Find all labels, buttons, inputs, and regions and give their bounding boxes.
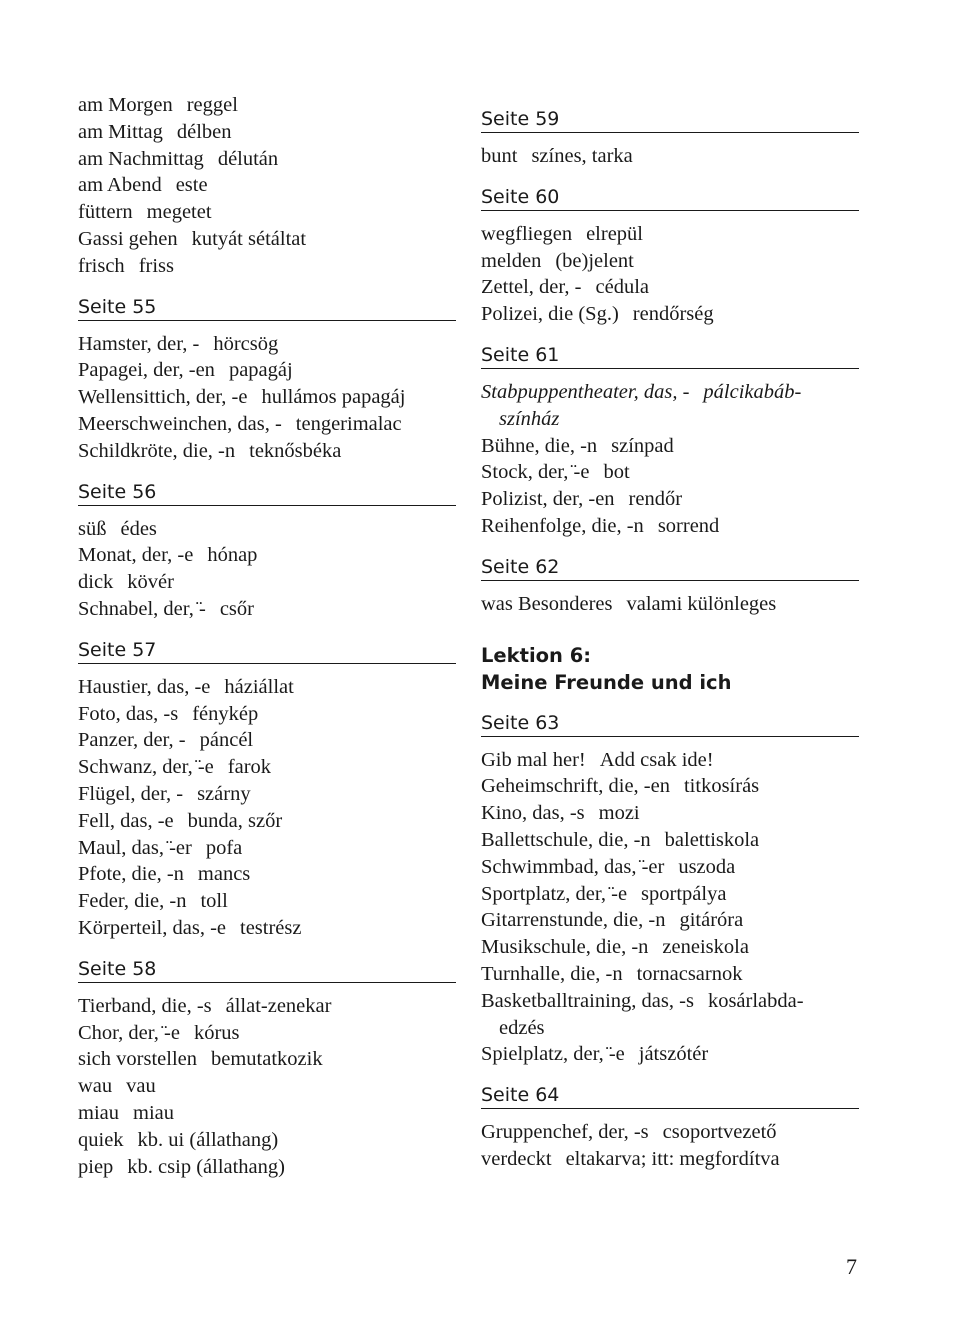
hungarian-translation: megetet [146,201,212,224]
hungarian-translation: csoportvezető [662,1121,777,1144]
vocab-entry [78,199,456,226]
vocab-entry [78,92,456,119]
german-term: am Nachmittag [78,147,204,170]
german-term: sich vorstellen [78,1048,197,1071]
vocab-entry [78,1020,456,1047]
hungarian-translation: hullámos papagáj [261,386,406,409]
hungarian-translation: fénykép [192,702,259,725]
vocab-entry [481,486,859,513]
hungarian-translation: csőr [219,597,254,620]
hungarian-translation: friss [138,254,174,277]
hungarian-translation: hörcsög [213,332,279,355]
vocab-entry [78,119,456,146]
vocab-entry [78,357,456,384]
vocab-entry [78,1073,456,1100]
german-term: quiek [78,1128,124,1151]
vocab-entry [78,596,456,623]
german-term: Polizei, die (Sg.) [481,303,619,326]
german-term: Maul, das, ̈-er [78,836,192,859]
german-term: Monat, der, -e [78,544,194,567]
vocab-entry [78,542,456,569]
hungarian-translation: kutyát sétáltat [191,227,307,250]
hungarian-translation: Add csak ide! [599,748,714,771]
hungarian-translation: szárny [197,782,251,805]
vocab-entry [481,221,859,248]
vocab-entry [78,253,456,280]
section-heading: Seite 55 [78,294,456,321]
hungarian-translation: páncél [199,729,254,752]
vocab-entry-continuation [481,1015,859,1042]
hungarian-translation: valami különleges [626,592,777,615]
vocab-entry [481,248,859,275]
german-term: wau [78,1075,113,1098]
german-term: melden [481,249,542,272]
german-term: Flügel, der, - [78,782,184,805]
german-term: Zettel, der, - [481,276,582,299]
hungarian-translation: mancs [197,863,251,886]
vocab-entry [78,701,456,728]
lesson-number: Lektion 6: [481,643,592,667]
vocab-entry [481,827,859,854]
german-term: Feder, die, -n [78,890,187,913]
section-heading: Seite 57 [78,637,456,664]
german-term: Geheimschrift, die, -en [481,775,670,798]
hungarian-translation: kövér [127,571,174,594]
german-term: süß [78,517,107,540]
hungarian-translation: reggel [186,94,238,116]
vocab-entry [78,808,456,835]
hungarian-translation: zeneiskola [662,936,749,959]
hungarian-translation: bunda, szőr [187,809,283,832]
hungarian-translation: vau [126,1075,156,1098]
section-heading: Seite 63 [481,710,859,737]
vocab-entry [481,143,859,170]
german-term: verdeckt [481,1147,552,1170]
german-term: Schildkröte, die, -n [78,439,236,462]
vocab-entry [78,861,456,888]
german-term: am Morgen [78,94,173,116]
german-term: Schwimmbad, das, ̈-er [481,855,665,878]
vocab-entry [481,459,859,486]
german-term: Hamster, der, - [78,332,200,355]
german-term: Kino, das, -s [481,802,585,825]
german-term: am Mittag [78,120,163,143]
german-term: piep [78,1155,114,1178]
vocab-entry [481,1041,859,1068]
german-term: Körperteil, das, -e [78,916,226,939]
vocab-entry [481,881,859,908]
hungarian-translation: hónap [207,544,258,567]
vocab-entry-continuation [481,406,859,433]
vocab-entry [481,773,859,800]
section-heading: Seite 62 [481,554,859,581]
hungarian-translation: pálcikabáb- [703,380,802,403]
hungarian-translation: sorrend [657,514,720,537]
hungarian-translation: tornacsarnok [636,962,743,985]
vocab-entry [78,569,456,596]
vocab-entry [78,1100,456,1127]
hungarian-translation: tengerimalac [295,412,402,435]
german-term: Haustier, das, -e [78,675,211,698]
hungarian-translation: gitáróra [679,909,744,932]
german-term: wegfliegen [481,222,573,245]
section-heading: Seite 60 [481,184,859,211]
vocab-entry [78,835,456,862]
hungarian-translation: cédula [595,276,649,299]
german-term: Schwanz, der, ̈-e [78,756,214,779]
german-term: Wellensittich, der, -e [78,386,248,409]
hungarian-translation: uszoda [678,855,736,878]
hungarian-translation: kb. ui (állathang) [137,1128,279,1151]
hungarian-translation: elrepül [586,222,643,245]
german-term: bunt [481,145,518,167]
german-term: Stabpuppentheater, das, - [481,380,690,403]
hungarian-translation: (be)jelent [555,249,634,272]
hungarian-translation: színes, tarka [531,145,633,167]
vocab-entry [78,438,456,465]
hungarian-translation: eltakarva; itt: megfordítva [565,1147,780,1170]
hungarian-translation: kb. csip (állathang) [127,1155,285,1178]
german-term: Fell, das, -e [78,809,174,832]
lesson-heading [481,642,859,696]
vocab-entry [78,411,456,438]
german-term: Foto, das, -s [78,702,179,725]
german-term: Bühne, die, -n [481,434,598,457]
hungarian-translation: rendőrség [632,303,714,326]
german-term: dick [78,571,114,594]
german-term: Gitarrenstunde, die, -n [481,909,666,932]
page-number: 7 [846,1254,857,1279]
section-heading: Seite 56 [78,479,456,506]
vocab-entry [78,331,456,358]
german-term: Ballettschule, die, -n [481,828,651,851]
vocab-entry [481,961,859,988]
vocab-entry [78,1046,456,1073]
hungarian-translation: színpad [611,434,674,457]
german-term: Pfote, die, -n [78,863,184,886]
german-term: Stock, der, ̈-e [481,461,590,484]
hungarian-translation: sportpálya [641,882,727,905]
hungarian-translation: állat-zenekar [225,994,332,1017]
german-term: Spielplatz, der, ̈-e [481,1043,625,1066]
vocab-entry [481,379,859,406]
vocab-entry [481,934,859,961]
german-term: Gassi gehen [78,227,178,250]
german-term: miau [78,1101,119,1124]
vocab-entry [78,384,456,411]
hungarian-translation: este [175,174,208,197]
hungarian-translation: testrész [240,916,302,939]
hungarian-translation: teknősbéka [249,439,342,462]
hungarian-translation: bot [603,461,630,484]
section-heading: Seite 61 [481,342,859,369]
hungarian-translation: bemutatkozik [211,1048,323,1071]
hungarian-translation: délután [217,147,279,170]
hungarian-translation-cont: edzés [499,1016,545,1039]
german-term: was Besonderes [481,592,613,615]
vocab-entry [481,854,859,881]
vocab-entry [481,800,859,827]
german-term: Musikschule, die, -n [481,936,649,959]
right-column [481,92,859,1173]
german-term: Basketballtraining, das, -s [481,989,694,1012]
vocab-entry [481,988,859,1015]
hungarian-translation: mozi [598,802,640,825]
german-term: Gib mal her! [481,748,586,771]
hungarian-translation: kosárlabda- [707,989,804,1012]
vocab-entry [78,226,456,253]
vocab-entry [78,1154,456,1181]
vocab-entry [78,146,456,173]
vocab-entry [78,781,456,808]
vocab-entry [481,301,859,328]
vocab-entry [481,1119,859,1146]
vocab-entry [481,907,859,934]
hungarian-translation: farok [227,756,272,779]
german-term: füttern [78,201,133,224]
left-column [78,92,456,1180]
vocab-entry [78,674,456,701]
section-heading: Seite 58 [78,956,456,983]
german-term: Turnhalle, die, -n [481,962,623,985]
vocab-entry [481,1146,859,1173]
vocab-entry [481,513,859,540]
german-term: Polizist, der, -en [481,488,615,511]
hungarian-translation: délben [176,120,232,143]
german-term: Sportplatz, der, ̈-e [481,882,628,905]
hungarian-translation: titkosírás [683,775,760,798]
vocab-entry [481,591,859,618]
section-heading: Seite 64 [481,1082,859,1109]
hungarian-translation: toll [200,890,228,913]
german-term: Chor, der, ̈-e [78,1021,180,1044]
german-term: Schnabel, der, ̈- [78,597,206,620]
german-term: Panzer, der, - [78,729,186,752]
vocab-entry [78,727,456,754]
hungarian-translation: balettiskola [664,828,760,851]
german-term: am Abend [78,174,162,197]
hungarian-translation: pofa [205,836,243,859]
hungarian-translation: rendőr [628,488,683,511]
vocab-entry [481,747,859,774]
german-term: Gruppenchef, der, -s [481,1121,649,1144]
vocab-entry [78,888,456,915]
section-heading: Seite 59 [481,106,859,133]
hungarian-translation: kórus [193,1021,240,1044]
vocab-entry [78,1127,456,1154]
hungarian-translation: háziállat [224,675,294,698]
german-term: Tierband, die, -s [78,994,212,1017]
hungarian-translation-cont: színház [499,407,560,430]
german-term: Papagei, der, -en [78,359,215,382]
vocab-entry [78,993,456,1020]
hungarian-translation: édes [120,517,157,540]
vocab-entry [78,172,456,199]
hungarian-translation: játszótér [638,1043,709,1066]
vocab-entry [481,274,859,301]
german-term: frisch [78,254,125,277]
german-term: Reihenfolge, die, -n [481,514,644,537]
lesson-title: Meine Freunde und ich [481,670,732,694]
hungarian-translation: miau [133,1101,174,1124]
vocab-entry [78,754,456,781]
german-term: Meerschweinchen, das, - [78,412,282,435]
vocab-entry [78,915,456,942]
vocab-entry [481,433,859,460]
hungarian-translation: papagáj [228,359,293,382]
vocab-entry [78,516,456,543]
